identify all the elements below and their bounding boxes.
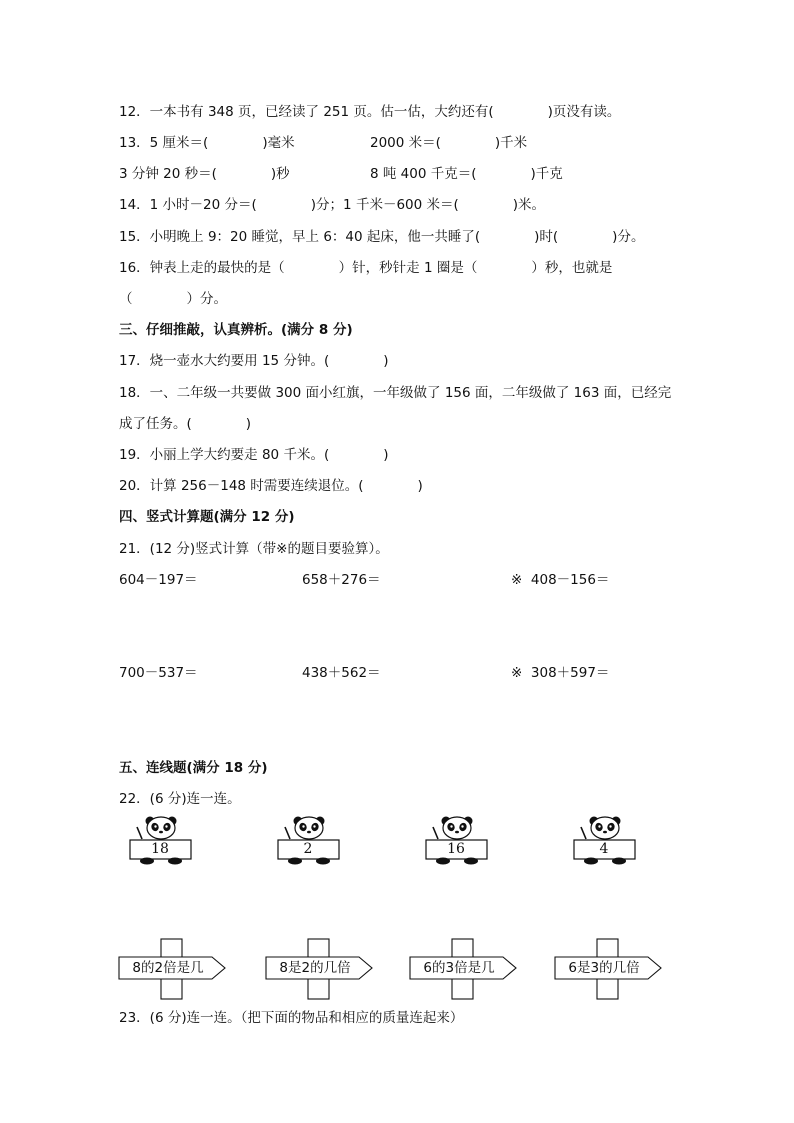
question-13-a: 13．5 厘米＝( )毫米 <box>119 135 295 151</box>
question-20: 20．计算 256－148 时需要连续退位。( ) <box>119 478 423 494</box>
calc-problem: 700－537＝ <box>119 665 198 681</box>
section-4-title: 四、竖式计算题(满分 12 分) <box>119 509 295 525</box>
question-17: 17．烧一壶水大约要用 15 分钟。( ) <box>119 353 389 369</box>
signpost[interactable] <box>265 938 377 1000</box>
question-13-d: 8 吨 400 千克＝( )千克 <box>370 166 563 182</box>
signpost-label: 6的3倍是几 <box>423 960 495 976</box>
section-3-title: 三、仔细推敲，认真辨析。(满分 8 分) <box>119 322 353 338</box>
question-21: 21．(12 分)竖式计算（带※的题目要验算）。 <box>119 541 389 557</box>
calc-problem: 604－197＝ <box>119 572 198 588</box>
panda-number: 4 <box>599 841 609 857</box>
signpost-label: 8的2倍是几 <box>132 960 204 976</box>
question-14: 14．1 小时－20 分＝( )分；1 千米－600 米＝( )米。 <box>119 197 546 213</box>
signpost[interactable] <box>409 938 521 1000</box>
calc-problem: 438＋562＝ <box>302 665 381 681</box>
question-19: 19．小丽上学大约要走 80 千米。( ) <box>119 447 389 463</box>
panda-card[interactable] <box>573 815 637 865</box>
question-23: 23．(6 分)连一连。（把下面的物品和相应的质量连起来） <box>119 1010 464 1026</box>
question-15: 15．小明晚上 9：20 睡觉，早上 6：40 起床，他一共睡了( )时( )分。 <box>119 229 645 245</box>
question-12: 12．一本书有 348 页，已经读了 251 页。估一估，大约还有( )页没有读。 <box>119 104 621 120</box>
question-18-line-2: 成了任务。( ) <box>119 416 252 432</box>
calc-problem: ※ 308＋597＝ <box>511 665 610 681</box>
question-16-line-2: （ ）分。 <box>119 291 227 307</box>
calc-problem: 658＋276＝ <box>302 572 381 588</box>
panda-number: 16 <box>447 841 465 857</box>
question-16-line-1: 16．钟表上走的最快的是（ ）针，秒针走 1 圈是（ ）秒，也就是 <box>119 260 613 276</box>
calc-problem: ※ 408－156＝ <box>511 572 610 588</box>
signpost-label: 6是3的几倍 <box>568 960 640 976</box>
question-13-c: 3 分钟 20 秒＝( )秒 <box>119 166 290 182</box>
signpost[interactable] <box>118 938 230 1000</box>
signpost[interactable] <box>554 938 666 1000</box>
question-22: 22．(6 分)连一连。 <box>119 791 241 807</box>
section-5-title: 五、连线题(满分 18 分) <box>119 760 268 776</box>
panda-card[interactable] <box>425 815 489 865</box>
panda-number: 2 <box>303 841 313 857</box>
signpost-label: 8是2的几倍 <box>279 960 351 976</box>
question-13-b: 2000 米＝( )千米 <box>370 135 528 151</box>
panda-card[interactable] <box>129 815 193 865</box>
panda-card[interactable] <box>277 815 341 865</box>
panda-number: 18 <box>151 841 169 857</box>
question-18-line-1: 18．一、二年级一共要做 300 面小红旗，一年级做了 156 面，二年级做了 163 面，已经完 <box>119 385 672 401</box>
